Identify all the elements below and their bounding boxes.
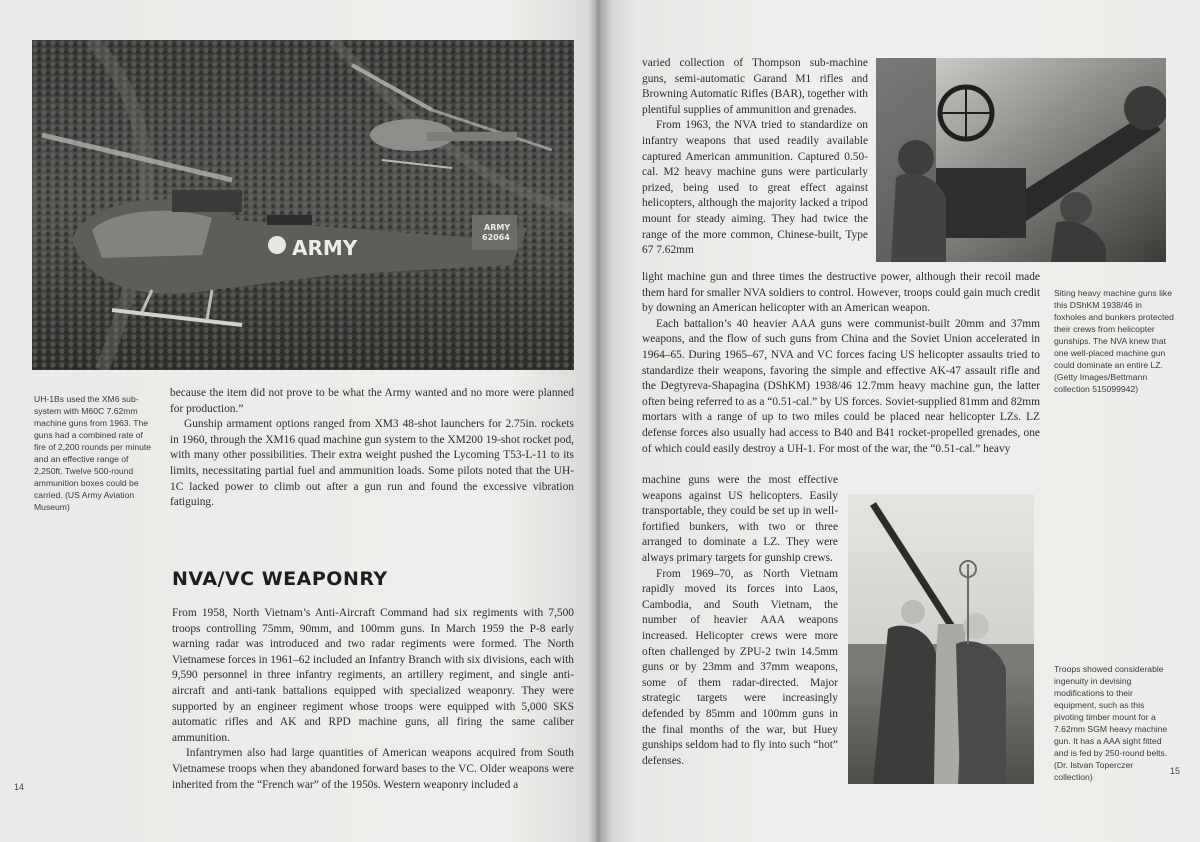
paragraph: light machine gun and three times the destructive power, although their recoil made them hard for smaller NVA soldiers to control. However, troops could gain much credit by downing an American helicopter with an American weapon. <box>642 271 1040 315</box>
left-body-bottom <box>172 606 574 793</box>
machine-gun-photo <box>876 58 1166 262</box>
paragraph: From 1963, the NVA tried to standardize on infantry weapons that used readily available captured American ammunition. Captured 0.50-cal. M2 heavy machine guns were particularly prized, being used to great effect against helicopters, although the majority lacked a tripod mount for steady aiming. They had twice the range of the more common, Chinese-built, Type 67 7.62mm <box>642 119 868 257</box>
page-number-right: 15 <box>1170 766 1181 776</box>
book-gutter <box>588 0 612 842</box>
tail-serial-marking: 62064 <box>482 233 510 242</box>
helicopters-photo <box>32 40 574 370</box>
paragraph: Gunship armament options ranged from XM3 48-shot launchers for 2.75in. rockets in 1960, through the XM16 quad machine gun system to the XM200 19-shot rocket pod, with many other possibilities. Their extra weight pushed the Lycoming T53-L-11 to its limits, necessitating partial fuel and ammunition loads. Some pilots noted that the UH-1C lacked power to climb out after a gun run and found the excessive vibration fatiguing. <box>170 418 574 509</box>
right-column-top <box>642 56 868 259</box>
left-caption: UH-1Bs used the XM6 sub-system with M60C 7.62mm machine guns from 1963. The guns had a combined rate of fire of 2,200 rounds per minute and an effective range of 2,250ft. Twelve 500-round ammunition boxes could be carried. (US Army Aviation Museum) <box>34 394 152 512</box>
paragraph: varied collection of Thompson sub-machine guns, semi-automatic Garand M1 rifles and Browning Automatic Rifles (BAR), together with plentiful supplies of ammunition and grenades. <box>642 57 868 116</box>
paragraph: Each battalion’s 40 heavier AAA guns were communist-built 20mm and 37mm weapons, and the flow of such guns from China and the Soviet Union accelerated in 1964–65. During 1965–67, NVA and VC forces facing US helicopter assaults tried to standardize their weapons, favoring the simple and effective AK-47 assault rifle and the Degtyreva-Shapagina (DShKM) 1938/46 12.7mm heavy machine gun, the latter often being referred to as a “0.51-cal.” by US forces. Soviet-supplied 81mm and 82mm mortars with a range of up to two miles could be placed near helicopter LZs. LZ defense forces also usually had access to B40 and B41 rocket-propelled grenades, one of which could easily destroy a UH-1. For most of the war, the “0.51-cal.” heavy <box>642 317 1040 455</box>
paragraph: machine guns were the most effective weapons against US helicopters. Easily transportable, they could be set up in well-fortified bunkers, with two or three arranged to dominate a LZ. They were always primary targets for gunship crews. <box>642 474 838 564</box>
right-wide-text <box>642 270 1040 457</box>
page-number-left: 14 <box>14 782 25 792</box>
paragraph: From 1958, North Vietnam’s Anti-Aircraft Command had six regiments with 7,500 troops controlling 75mm, 90mm, and 100mm guns. In March 1959 the P-8 early warning radar was introduced and two radar regiments were formed. The North Vietnamese forces in 1961–62 included an Infantry Branch with six divisions, each with 9,590 personnel in three infantry regiments, an artillery regiment, and single anti-aircraft and anti-tank battalions equipped with specialized weaponry. They were supported by an engineer regiment whose troops were equipped with 5,000 SKS automatic rifles and AK and RPD machine guns, all firing the same caliber ammunition. <box>172 607 575 744</box>
right-caption-bottom: Troops showed considerable ingenuity in devising modifications to their equipment, such as this pivoting timber mount for a 7.62mm SGM heavy machine gun. It has a AAA sight fitted and is fed by 250-round belts. (Dr. Istvan Toperczer collection) <box>1054 664 1168 782</box>
right-caption-top: Siting heavy machine guns like this DShKM 1938/46 in foxholes and bunkers protected their crews from helicopter gunships. The NVA knew that one well-placed machine gun could dominate an entire LZ. (Getty Images/Bettmann collection 515099942) <box>1054 288 1174 394</box>
tail-army-marking: ARMY <box>484 223 511 232</box>
paragraph: From 1969–70, as North Vietnam rapidly moved its forces into Laos, Cambodia, and South Vietnam, the number of heavier AAA weapons increased. Helicopter crews were more often challenged by ZPU-2 twin 14.5mm guns or by 23mm and 37mm weapons, some of them radar-directed. Major strategic targets were increasingly defended by 85mm and 100mm guns in the final months of the war, but Huey gunships seldom had to fly into such “hot” defenses. <box>642 567 838 767</box>
right-column-bottom <box>642 473 838 769</box>
right-page <box>600 0 1200 842</box>
paragraph: Infantrymen also had large quantities of American weapons acquired from South Vietnamese troops when they abandoned forward bases to the VC. Older weapons were inherited from the “French war” of the 1950s. Western weaponry included a <box>172 747 574 791</box>
pivot-mount-photo <box>848 494 1034 784</box>
left-page <box>0 0 596 842</box>
left-body-top <box>170 386 574 511</box>
section-heading: NVA/VC WEAPONRY <box>172 568 388 590</box>
army-marking: ARMY <box>292 236 358 260</box>
paragraph: because the item did not prove to be what the Army wanted and no more were planned for production.” <box>170 387 574 415</box>
